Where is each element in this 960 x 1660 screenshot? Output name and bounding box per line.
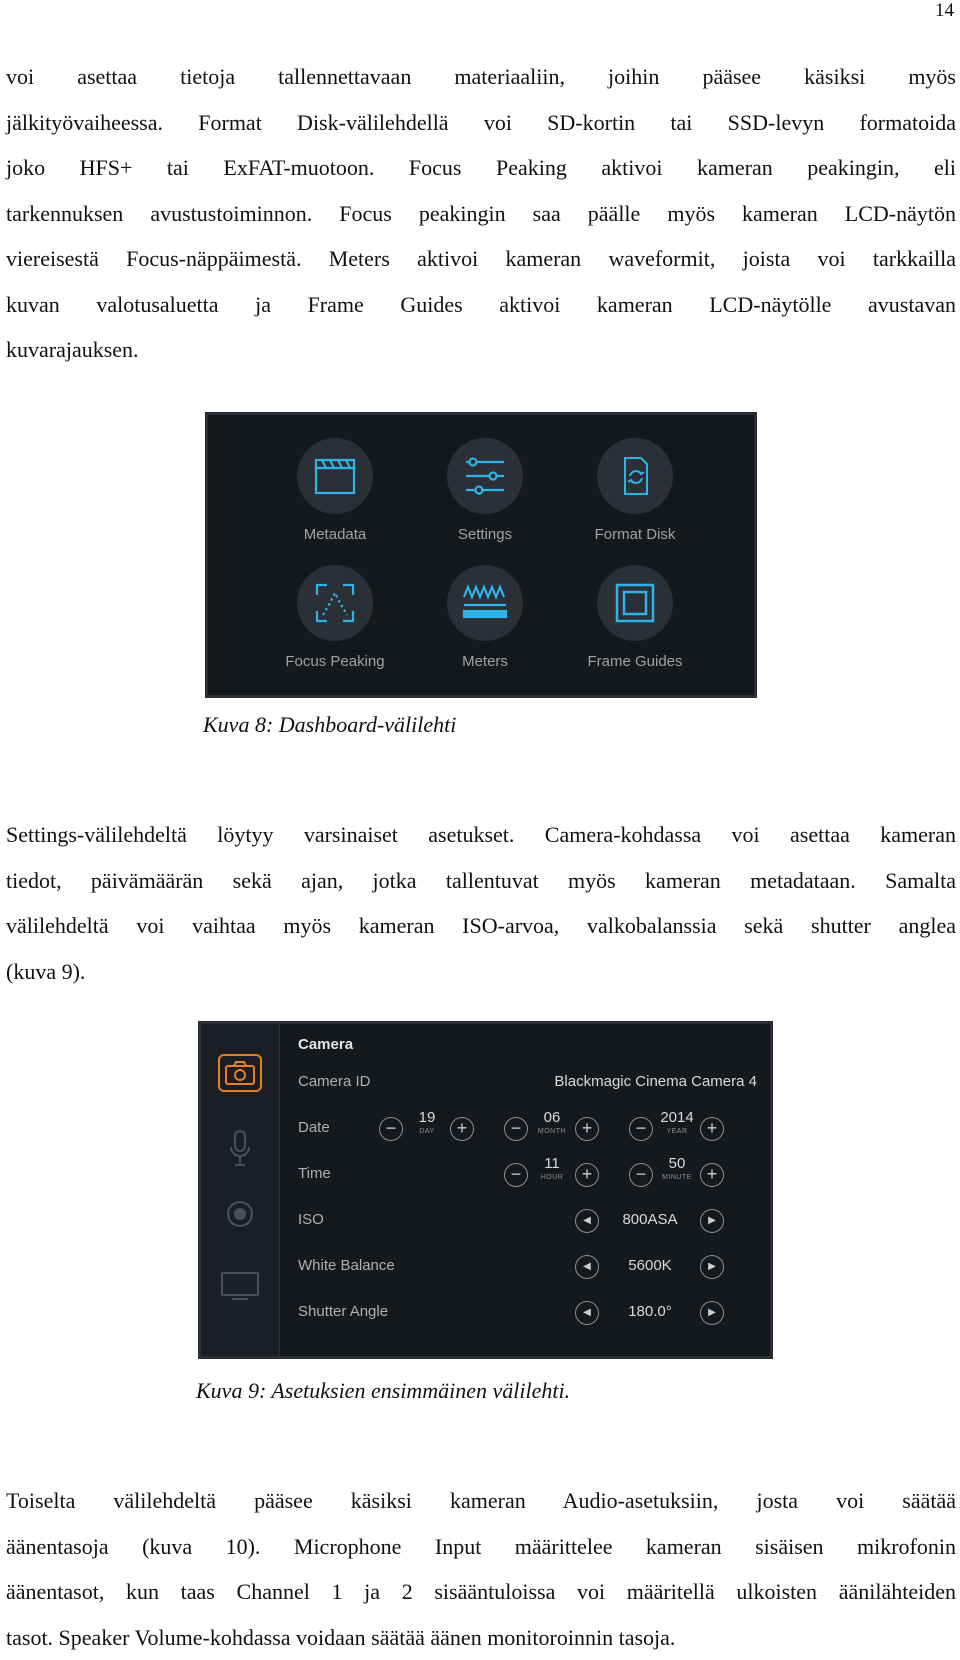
- day-plus-button[interactable]: +: [450, 1117, 474, 1141]
- iso-next-button[interactable]: ▶: [700, 1209, 724, 1233]
- text-line: kuvarajauksen.: [6, 327, 956, 373]
- hour-unit: HOUR: [529, 1174, 575, 1181]
- time-row: [279, 1153, 773, 1199]
- text-line: Toiselta välilehdeltä pääsee käsiksi kameran Audio-asetuksiin, josta voi säätää: [6, 1478, 956, 1524]
- year-value: 2014: [654, 1109, 700, 1126]
- white-balance-row: [279, 1245, 773, 1291]
- minute-value: 50: [654, 1155, 700, 1172]
- dashboard-label: Format Disk: [560, 526, 710, 543]
- month-plus-button[interactable]: +: [575, 1117, 599, 1141]
- figure-caption: Kuva 8: Dashboard-välilehti: [203, 712, 456, 738]
- day-value: 19: [404, 1109, 450, 1126]
- dashboard-label: Meters: [410, 653, 560, 670]
- hour-minus-button[interactable]: −: [504, 1163, 528, 1187]
- format-disk-icon: [597, 438, 673, 514]
- month-unit: MONTH: [529, 1128, 575, 1135]
- paragraph-2: [6, 812, 956, 994]
- microphone-icon: [215, 1129, 265, 1169]
- shutter-angle-prev-button[interactable]: ◀: [575, 1301, 599, 1325]
- dashboard-item-frame-guides: [560, 565, 710, 670]
- dashboard-screenshot: [205, 412, 757, 698]
- iso-row: [279, 1199, 773, 1245]
- text-line: tarkennuksen avustustoiminnon. Focus peakingin saa päälle myös kameran LCD-näytön: [6, 191, 956, 237]
- frame-guides-icon: [597, 565, 673, 641]
- text-line: viereisestä Focus-näppäimestä. Meters aktivoi kameran waveformit, joista voi tarkkailla: [6, 236, 956, 282]
- settings-title: Camera: [298, 1036, 353, 1053]
- text-line: Settings-välilehdeltä löytyy varsinaiset asetukset. Camera-kohdassa voi asettaa kameran: [6, 812, 956, 858]
- meters-icon: [447, 565, 523, 641]
- dashboard-item-settings: [410, 438, 560, 543]
- text-line: äänentasoja (kuva 10). Microphone Input määrittelee kameran sisäisen mikrofonin: [6, 1524, 956, 1570]
- paragraph-3: [6, 1478, 956, 1660]
- focus-peaking-icon: [297, 565, 373, 641]
- record-icon: [215, 1194, 265, 1234]
- dashboard-label: Settings: [410, 526, 560, 543]
- text-line: tasot. Speaker Volume-kohdassa voidaan säätää äänen monitoroinnin tasoja.: [6, 1615, 956, 1660]
- text-line: (kuva 9).: [6, 949, 956, 995]
- page-number: 14: [935, 0, 954, 22]
- year-plus-button[interactable]: +: [700, 1117, 724, 1141]
- dashboard-item-metadata: [260, 438, 410, 543]
- text-line: tiedot, päivämäärän sekä ajan, jotka tallentuvat myös kameran metadataan. Samalta: [6, 858, 956, 904]
- year-unit: YEAR: [654, 1128, 700, 1135]
- text-line: voi asettaa tietoja tallennettavaan materiaaliin, joihin pääsee käsiksi myös: [6, 54, 956, 100]
- day-unit: DAY: [404, 1128, 450, 1135]
- clapperboard-icon: [297, 438, 373, 514]
- hour-value: 11: [529, 1155, 575, 1172]
- figure-caption: Kuva 9: Asetuksien ensimmäinen välilehti.: [196, 1378, 570, 1404]
- shutter-angle-next-button[interactable]: ▶: [700, 1301, 724, 1325]
- sliders-icon: [447, 438, 523, 514]
- date-label: Date: [298, 1119, 330, 1136]
- settings-sidebar: [201, 1024, 280, 1356]
- white-balance-value: 5600K: [609, 1257, 691, 1274]
- iso-value: 800ASA: [609, 1211, 691, 1228]
- text-line: jälkityövaiheessa. Format Disk-välilehdellä voi SD-kortin tai SSD-levyn formatoida: [6, 100, 956, 146]
- white-balance-label: White Balance: [298, 1257, 395, 1274]
- minute-unit: MINUTE: [654, 1174, 700, 1181]
- camera-id-value: Blackmagic Cinema Camera 4: [554, 1073, 757, 1090]
- minute-minus-button[interactable]: −: [629, 1163, 653, 1187]
- date-row: [279, 1107, 773, 1153]
- month-value: 06: [529, 1109, 575, 1126]
- time-label: Time: [298, 1165, 331, 1182]
- text-line: äänentasot, kun taas Channel 1 ja 2 sisääntuloissa voi määritellä ulkoisten äänilähteiden: [6, 1569, 956, 1615]
- iso-prev-button[interactable]: ◀: [575, 1209, 599, 1233]
- minute-plus-button[interactable]: +: [700, 1163, 724, 1187]
- shutter-angle-value: 180.0°: [609, 1303, 691, 1320]
- day-minus-button[interactable]: −: [379, 1117, 403, 1141]
- camera-id-row[interactable]: [279, 1061, 773, 1107]
- camera-id-label: Camera ID: [298, 1073, 371, 1090]
- camera-icon: [218, 1054, 262, 1092]
- text-line: välilehdeltä voi vaihtaa myös kameran ISO-arvoa, valkobalanssia sekä shutter anglea: [6, 903, 956, 949]
- hour-plus-button[interactable]: +: [575, 1163, 599, 1187]
- dashboard-item-format-disk: [560, 438, 710, 543]
- text-line: kuvan valotusaluetta ja Frame Guides aktivoi kameran LCD-näytölle avustavan: [6, 282, 956, 328]
- year-minus-button[interactable]: −: [629, 1117, 653, 1141]
- paragraph-1: [6, 54, 956, 373]
- dashboard-label: Frame Guides: [560, 653, 710, 670]
- dashboard-label: Metadata: [260, 526, 410, 543]
- settings-screenshot: [198, 1021, 773, 1359]
- shutter-angle-label: Shutter Angle: [298, 1303, 388, 1320]
- dashboard-label: Focus Peaking: [260, 653, 410, 670]
- monitor-icon: [215, 1266, 265, 1306]
- iso-label: ISO: [298, 1211, 324, 1228]
- month-minus-button[interactable]: −: [504, 1117, 528, 1141]
- white-balance-next-button[interactable]: ▶: [700, 1255, 724, 1279]
- text-line: joko HFS+ tai ExFAT-muotoon. Focus Peaking aktivoi kameran peakingin, eli: [6, 145, 956, 191]
- white-balance-prev-button[interactable]: ◀: [575, 1255, 599, 1279]
- dashboard-item-focus-peaking: [260, 565, 410, 670]
- dashboard-item-meters: [410, 565, 560, 670]
- shutter-angle-row: [279, 1291, 773, 1337]
